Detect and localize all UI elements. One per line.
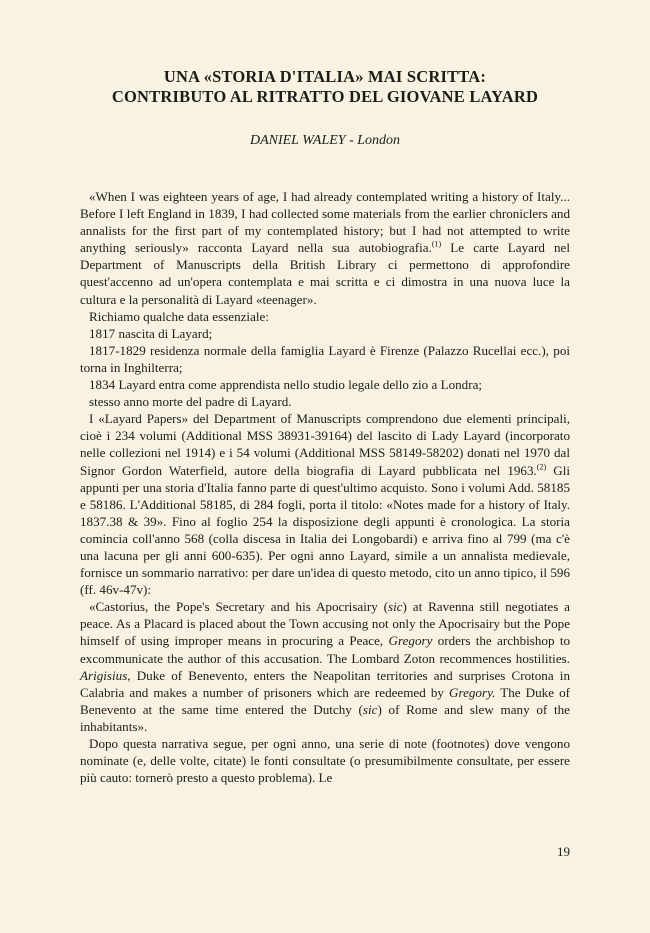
quote-segment: ) at Ravenna still negotiates a peace. As a Placard is placed about the Town accusing not only the Apocrisairy but the Pope himself of using improper means in procuring a Peace, — [80, 599, 570, 649]
paragraph-footnotes-description: Dopo questa narrativa segue, per ogni anno, una serie di note (footnotes) dove vengono nominate (e, delle volte, citate) le fonti consultate (o presumibilmente consultate, per essere più cauto: tornerò presto a questo problema). Le — [80, 736, 570, 786]
article-body — [80, 188, 570, 786]
quote-arigisius: Arigisius, — [80, 667, 131, 683]
quote-segment: Duke of Benevento, enters the Neapolitan territories and surprises Crotona in Calabria and makes a number of prisoners which are redeemed by — [80, 667, 570, 700]
paragraph-date-1817-1829: 1817-1829 residenza normale della famiglia Layard è Firenze (Palazzo Rucellai ecc.), poi torna in Inghilterra; — [80, 342, 570, 375]
paragraph-dates-intro: Richiamo qualche data essenziale: — [89, 308, 269, 324]
paragraph-layard-papers — [80, 410, 570, 598]
paragraph-intro — [80, 188, 570, 308]
intro-text-continued: Le carte Layard nel Department of Manuscripts della British Library ci permettono di approfondire quest'accenno ad un'opera contemplata e mai scritta e ci dimostra in una nuova luce la cultura e la personalità di Layard «teenager». — [80, 240, 570, 307]
quote-sic: sic — [388, 599, 403, 615]
paragraph-father-death: stesso anno morte del padre di Layard. — [89, 394, 292, 410]
intro-text: «When I was eighteen years of age, I had already contemplated writing a history of Italy... Before I left England in 1839, I had collected some materials from the earlier chroniclers and annalists for the first part of my contemplated history; but I had not attempted to write anything seriously» racconta Layard nella sua autobiografia. — [80, 189, 570, 256]
quote-gregory: Gregory. — [449, 684, 496, 700]
layard-papers-text: I «Layard Papers» del Department of Manuscripts comprendono due elementi principali, cioè i 234 volumi (Additional MSS 38931-39164) del lascito di Lady Layard (incorporato nelle collezioni nel 1914) e i 54 volumi (Additional MSS 58149-58202) donati nel 1970 dal Signor Gordon Waterfield, autore della biografia di Layard pubblicata nel 1963. — [80, 411, 570, 478]
paragraph-quotation — [80, 598, 570, 735]
quote-sic: sic — [362, 701, 378, 717]
footnote-ref-2: (2) — [536, 462, 547, 472]
article-title-line-1: UNA «STORIA D'ITALIA» MAI SCRITTA: — [163, 67, 487, 86]
paragraph-date-1834: 1834 Layard entra come apprendista nello studio legale dello zio a Londra; — [89, 377, 483, 393]
quote-segment: orders the archbishop to excommunicate the author of this accusation. The Lombard Zoton recommences hostilities. — [80, 633, 571, 666]
quote-gregory: Gregory — [388, 633, 433, 649]
layard-papers-text-continued: Gli appunti per una storia d'Italia fanno parte di quest'ultimo acquisto. Sono i volumi Add. 58185 e 58186. L'Additional 58185, di 284 fogli, porta il titolo: «Notes made for a history of Italy. 1837.38 & 39». Fino al foglio 254 la disposizione degli appunti è cronologica. La storia comincia coll'anno 568 (colla discesa in Italia dei Longobardi) e arriva fino al 799 (ma c'è una lacuna per gli anni 600-635). Per ogni anno Layard, simile a un annalista medievale, fornisce un sommario narrativo: per dare un'idea di questo metodo, cito un anno tipico, il 596 (ff. 46v-47v): — [80, 462, 570, 598]
quote-segment: «Castorius, the Pope's Secretary and his Apocrisairy ( — [89, 599, 388, 615]
paragraph-date-1817: 1817 nascita di Layard; — [89, 325, 213, 341]
footnote-ref-1: (1) — [431, 239, 442, 249]
page-number: 19 — [557, 844, 570, 859]
article-title-line-2: CONTRIBUTO AL RITRATTO DEL GIOVANE LAYARD — [111, 87, 539, 106]
quote-segment: The Duke of Benevento at the same time entered the Dutchy ( — [80, 684, 570, 717]
quote-segment: ) of Rome and slew many of the inhabitants». — [80, 701, 570, 734]
author-byline: DANIEL WALEY - London — [249, 133, 401, 148]
